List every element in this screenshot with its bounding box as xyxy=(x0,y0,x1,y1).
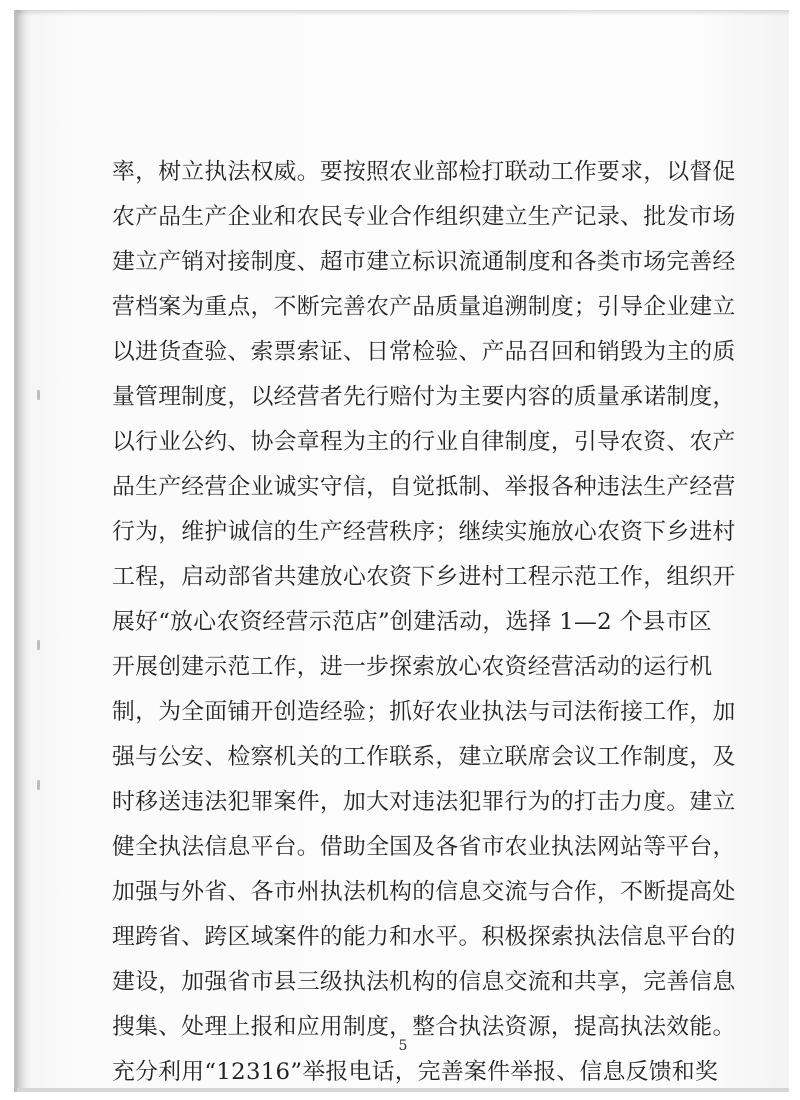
text-line: 品生产经营企业诚实守信，自觉抵制、举报各种违法生产经营 xyxy=(112,474,736,500)
margin-mark xyxy=(37,780,40,790)
text-line: 开展创建示范工作，进一步探索放心农资经营活动的运行机 xyxy=(112,654,713,680)
text-line: 时移送违法犯罪案件，加大对违法犯罪行为的打击力度。建立 xyxy=(112,789,736,815)
text-line: 展好“放心农资经营示范店”创建活动，选择 1—2 个县市区 xyxy=(112,609,712,635)
text-line: 以进货查验、索票索证、日常检验、产品召回和销毁为主的质 xyxy=(112,339,736,365)
text-line: 营档案为重点，不断完善农产品质量追溯制度；引导企业建立 xyxy=(112,294,736,320)
margin-mark xyxy=(37,390,40,400)
text-line: 搜集、处理上报和应用制度，整合执法资源，提高执法效能。 xyxy=(112,1014,736,1040)
text-line: 强与公安、检察机关的工作联系，建立联席会议工作制度，及 xyxy=(112,744,736,770)
text-line: 农产品生产企业和农民专业合作组织建立生产记录、批发市场 xyxy=(112,204,736,230)
text-line: 以行业公约、协会章程为主的行业自律制度，引导农资、农产 xyxy=(112,429,736,455)
text-line: 工程，启动部省共建放心农资下乡进村工程示范工作，组织开 xyxy=(112,564,736,590)
page-top-edge xyxy=(17,10,789,16)
page-bottom-edge xyxy=(17,1088,789,1092)
document-page xyxy=(14,10,789,1092)
margin-mark xyxy=(37,640,40,650)
body-text xyxy=(112,150,736,1095)
text-line: 率，树立执法权威。要按照农业部检打联动工作要求，以督促 xyxy=(112,159,736,185)
text-line: 建立产销对接制度、超市建立标识流通制度和各类市场完善经 xyxy=(112,249,736,275)
text-line: 建设，加强省市县三级执法机构的信息交流和共享，完善信息 xyxy=(112,969,736,995)
text-line: 行为，维护诚信的生产经营秩序；继续实施放心农资下乡进村 xyxy=(112,519,736,545)
text-line: 制，为全面铺开创造经验；抓好农业执法与司法衔接工作，加 xyxy=(112,699,736,725)
page-number: 5 xyxy=(398,1038,408,1054)
text-line: 量管理制度，以经营者先行赔付为主要内容的质量承诺制度， xyxy=(112,384,736,410)
text-line: 健全执法信息平台。借助全国及各省市农业执法网站等平台， xyxy=(112,834,736,860)
text-line: 加强与外省、各市州执法机构的信息交流与合作，不断提高处 xyxy=(112,879,736,905)
text-line: 理跨省、跨区域案件的能力和水平。积极探索执法信息平台的 xyxy=(112,924,736,950)
text-line: 充分利用“12316”举报电话，完善案件举报、信息反馈和奖 xyxy=(112,1059,719,1085)
